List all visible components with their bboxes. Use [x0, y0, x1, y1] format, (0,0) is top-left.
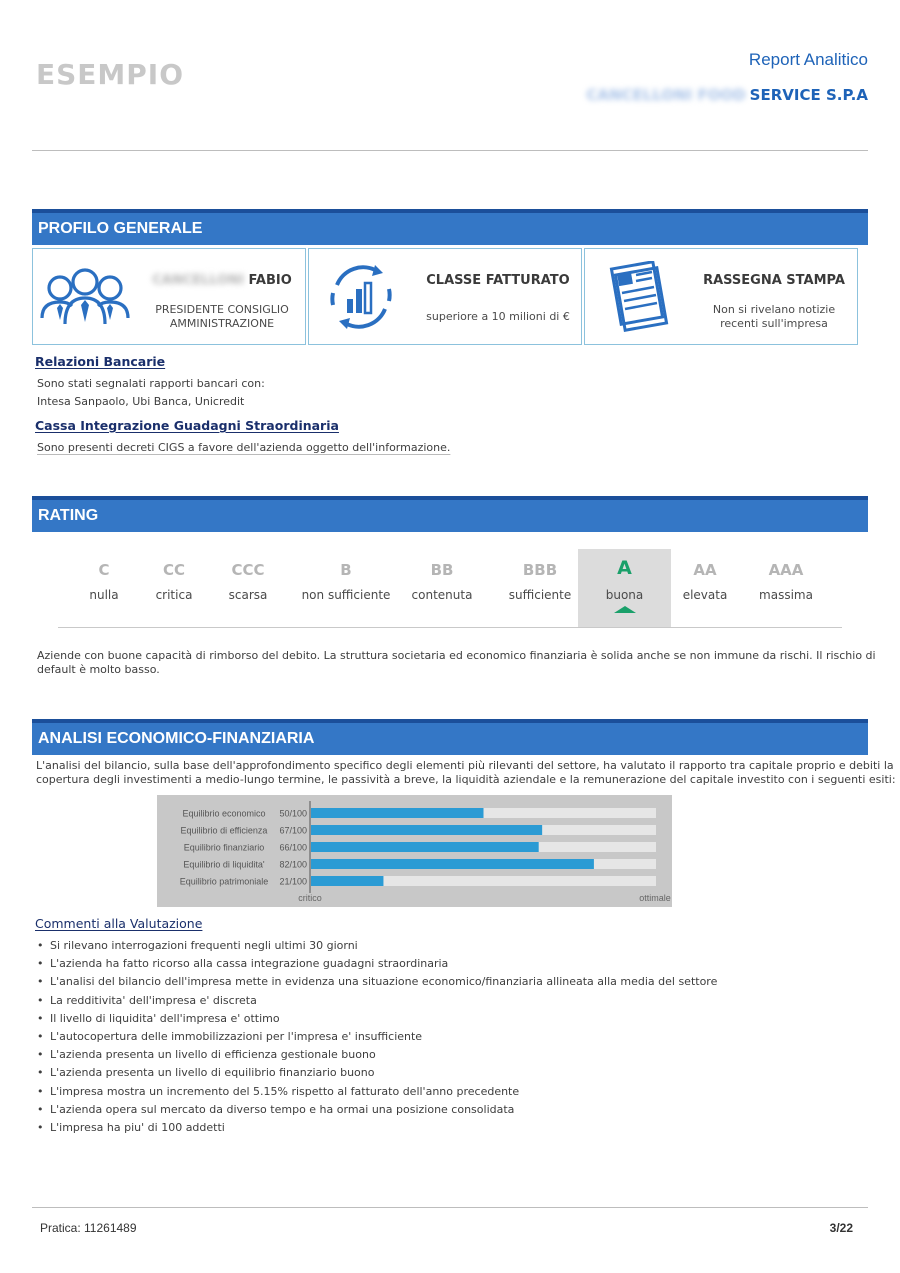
- rating-label: buona: [605, 588, 644, 602]
- page-number: 3/22: [829, 1221, 853, 1235]
- chart-category-label: Equilibrio patrimoniale: [179, 876, 269, 887]
- watermark-text: ESEMPIO: [36, 58, 185, 91]
- relazioni-bancarie-heading: Relazioni Bancarie: [35, 354, 166, 369]
- rating-description-line: default è molto basso.: [37, 663, 160, 676]
- analisi-intro-line: L'analisi del bilancio, sulla base dell'approfondimento specifico degli elementi più rilevanti del settore, ha valutato il rapporto tra capitale proprio e debiti la: [36, 759, 894, 772]
- rating-grade: A: [617, 557, 632, 579]
- person-name: [143, 273, 301, 288]
- header-divider: [32, 150, 868, 151]
- rating-label: non sufficiente: [301, 588, 391, 602]
- rating-grade: B: [340, 561, 352, 579]
- rating-marker-icon: [614, 606, 636, 613]
- rating-grade: AA: [693, 561, 717, 579]
- rating-cell-ccc: [216, 549, 280, 627]
- comment-item: • L'autocopertura delle immobilizzazioni per l'impresa e' insufficiente: [37, 1028, 717, 1046]
- comment-item: • Si rilevano interrogazioni frequenti negli ultimi 30 giorni: [37, 937, 717, 955]
- cigs-heading: Cassa Integrazione Guadagni Straordinaria: [35, 418, 339, 433]
- company-name-suffix: SERVICE S.P.A: [749, 86, 868, 104]
- rating-grade: CC: [162, 561, 186, 579]
- rating-grade: C: [98, 561, 110, 579]
- company-name: [586, 86, 868, 104]
- revenue-class-value: superiore a 10 milioni di €: [426, 310, 570, 323]
- rating-label: scarsa: [228, 588, 268, 602]
- chart-category-label: Equilibrio economico: [182, 808, 266, 819]
- rating-description-line: Aziende con buone capacità di rimborso del debito. La struttura societaria ed economico finanziaria è solida anche se non immune da rischi. Il rischio di: [37, 649, 876, 662]
- chart-category-label: Equilibrio finanziario: [183, 842, 265, 853]
- press-subtitle-line: recenti sull'impresa: [720, 317, 828, 330]
- commenti-list: [37, 937, 717, 1137]
- rating-label: massima: [759, 588, 813, 602]
- cigs-text: Sono presenti decreti CIGS a favore dell'azienda oggetto dell'informazione.: [37, 441, 451, 454]
- person-role-line: AMMINISTRAZIONE: [169, 317, 275, 330]
- revenue-chart-icon: [313, 259, 409, 335]
- pratica-number: Pratica: 11261489: [40, 1221, 137, 1235]
- comment-item: • L'azienda presenta un livello di efficienza gestionale buono: [37, 1046, 717, 1064]
- chart-bar: [311, 808, 484, 818]
- rating-grade: BB: [430, 561, 454, 579]
- press-subtitle: [695, 303, 853, 331]
- rating-grade: CCC: [231, 561, 265, 579]
- chart-tick-label: ottimale: [639, 893, 671, 903]
- rating-cell-aa: [676, 549, 734, 627]
- comment-item: • L'impresa ha piu' di 100 addetti: [37, 1119, 717, 1137]
- person-surname-redacted: CANCELLONI: [152, 273, 244, 288]
- press-subtitle-line: Non si rivelano notizie: [712, 303, 836, 316]
- comment-item: • L'azienda ha fatto ricorso alla cassa integrazione guadagni straordinaria: [37, 955, 717, 973]
- relazioni-line: Sono stati segnalati rapporti bancari con:: [37, 377, 265, 390]
- chart-value-label: 50/100: [279, 808, 307, 819]
- chart-category-label: Equilibrio di efficienza: [180, 825, 268, 836]
- rating-label: sufficiente: [508, 588, 572, 602]
- chart-value-label: 67/100: [279, 825, 307, 836]
- profile-card-revenue: [308, 248, 582, 345]
- section-header-profilo: PROFILO GENERALE: [32, 209, 868, 245]
- profile-card-person: [32, 248, 306, 345]
- rating-label: elevata: [682, 588, 728, 602]
- person-role-line: PRESIDENTE CONSIGLIO: [155, 303, 289, 316]
- chart-bar: [311, 825, 542, 835]
- person-role: [143, 303, 301, 331]
- comment-item: • La redditivita' dell'impresa e' discreta: [37, 992, 717, 1010]
- analisi-intro-line: copertura degli investimenti a medio-lungo termine, le passività a breve, la liquidità aziendale e la remunerazione del capitale investito con i seguenti esiti:: [36, 773, 896, 786]
- newspaper-icon: [589, 259, 685, 335]
- relazioni-line: Intesa Sanpaolo, Ubi Banca, Unicredit: [37, 395, 245, 408]
- rating-label: contenuta: [411, 588, 473, 602]
- chart-value-label: 21/100: [279, 876, 307, 887]
- commenti-heading: Commenti alla Valutazione: [35, 916, 203, 931]
- chart-value-label: 66/100: [279, 842, 307, 853]
- chart-bar: [311, 859, 594, 869]
- rating-grade: AAA: [768, 561, 804, 579]
- rating-cell-aaa: [750, 549, 822, 627]
- rating-cell-b: [296, 549, 396, 627]
- press-title: RASSEGNA STAMPA: [703, 273, 845, 288]
- comment-item: • L'analisi del bilancio dell'impresa mette in evidenza una situazione economico/finanziaria allineata alla media del settore: [37, 973, 717, 991]
- rating-scale: [58, 549, 842, 628]
- rating-cell-bbb: [498, 549, 582, 627]
- chart-bar: [311, 876, 383, 886]
- comment-item: • L'azienda opera sul mercato da diverso tempo e ha ormai una posizione consolidata: [37, 1101, 717, 1119]
- rating-cell-bb: [404, 549, 480, 627]
- relazioni-bancarie-text: [37, 375, 265, 411]
- rating-label: critica: [155, 588, 193, 602]
- report-title: Report Analitico: [748, 50, 868, 69]
- footer-divider: [32, 1207, 868, 1208]
- comment-item: • Il livello di liquidita' dell'impresa e' ottimo: [37, 1010, 717, 1028]
- bar-chart-svg: [157, 795, 672, 907]
- rating-cell-c: [76, 549, 132, 627]
- chart-value-label: 82/100: [279, 859, 307, 870]
- people-group-icon: [37, 259, 133, 335]
- comment-item: • L'azienda presenta un livello di equilibrio finanziario buono: [37, 1064, 717, 1082]
- rating-cell-a-selected: [578, 549, 671, 627]
- revenue-class-title: CLASSE FATTURATO: [426, 273, 570, 288]
- company-name-redacted: CANCELLONI FOOD: [586, 86, 746, 104]
- chart-category-label: Equilibrio di liquidita': [183, 859, 265, 870]
- chart-bar: [311, 842, 539, 852]
- rating-cell-cc: [144, 549, 204, 627]
- rating-label: nulla: [89, 588, 119, 602]
- person-first-name: FABIO: [248, 273, 292, 288]
- rating-grade: BBB: [522, 561, 558, 579]
- rating-description: [37, 649, 876, 677]
- section-header-analisi: ANALISI ECONOMICO-FINANZIARIA: [32, 719, 868, 755]
- chart-tick-label: critico: [298, 893, 322, 903]
- profile-card-press: [584, 248, 858, 345]
- comment-item: • L'impresa mostra un incremento del 5.15% rispetto al fatturato dell'anno precedente: [37, 1083, 717, 1101]
- equilibrium-bar-chart: [157, 795, 672, 907]
- section-header-rating: RATING: [32, 496, 868, 532]
- analisi-intro: [36, 759, 896, 787]
